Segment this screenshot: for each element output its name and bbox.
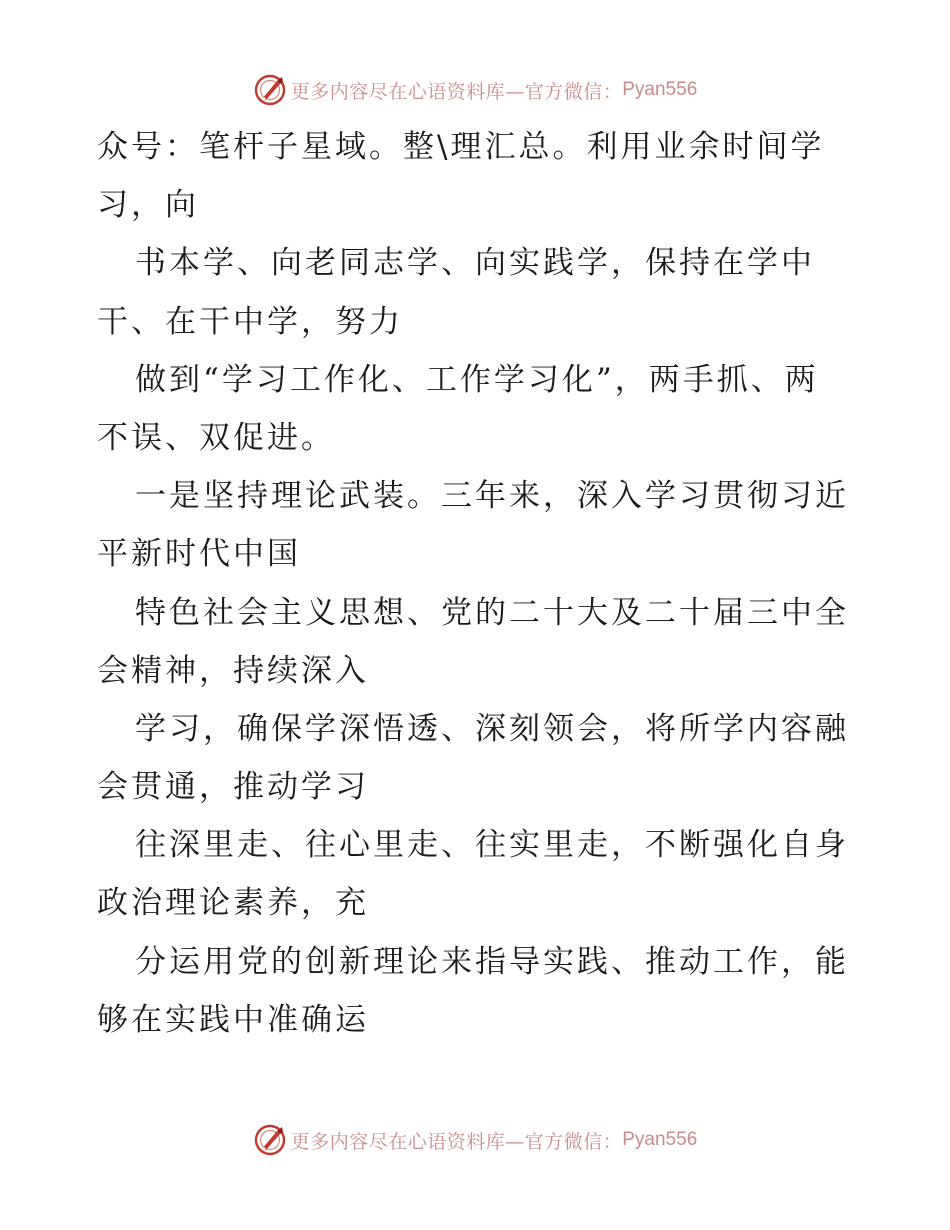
text-line: 会精神，持续深入	[97, 652, 369, 689]
text-line: 政治理论素养，充	[97, 885, 369, 922]
banner-text: 更多内容尽在心语资料库—官方微信：	[290, 80, 623, 103]
text-line: 学习，确保学深悟透、深刻领会，将所学内容融	[135, 710, 849, 747]
text-line: 一是坚持理论武装。三年来，深入学习贯彻习近	[135, 478, 849, 515]
document-body	[97, 118, 857, 1049]
text-line: 往深里走、往心里走、往实里走，不断强化自身	[135, 827, 849, 864]
banner-wechat-id: Pyan556	[622, 79, 698, 100]
banner-text: 更多内容尽在心语资料库—官方微信：	[290, 1130, 623, 1153]
text-line: 干、在干中学，努力	[97, 303, 403, 340]
text-line: 习，向	[97, 187, 199, 224]
text-line: 不误、双促进。	[97, 419, 335, 456]
quill-logo-icon	[253, 73, 287, 107]
quill-logo-icon	[253, 1123, 287, 1157]
header-watermark-banner	[0, 70, 950, 110]
text-line: 书本学、向老同志学、向实践学，保持在学中	[135, 245, 815, 282]
text-line: 众号：笔杆子星域。整\理汇总。利用业余时间学	[97, 129, 825, 165]
text-line: 够在实践中准确运	[97, 1001, 369, 1038]
text-line: 特色社会主义思想、党的二十大及二十届三中全	[135, 594, 849, 631]
text-line: 会贯通，推动学习	[97, 769, 369, 806]
text-line: 分运用党的创新理论来指导实践、推动工作，能	[135, 943, 849, 980]
text-line: 平新时代中国	[97, 536, 301, 573]
banner-wechat-id: Pyan556	[622, 1129, 698, 1150]
text-line: 做到“学习工作化、工作学习化”，两手抓、两	[135, 361, 819, 398]
footer-watermark-banner	[0, 1120, 950, 1160]
